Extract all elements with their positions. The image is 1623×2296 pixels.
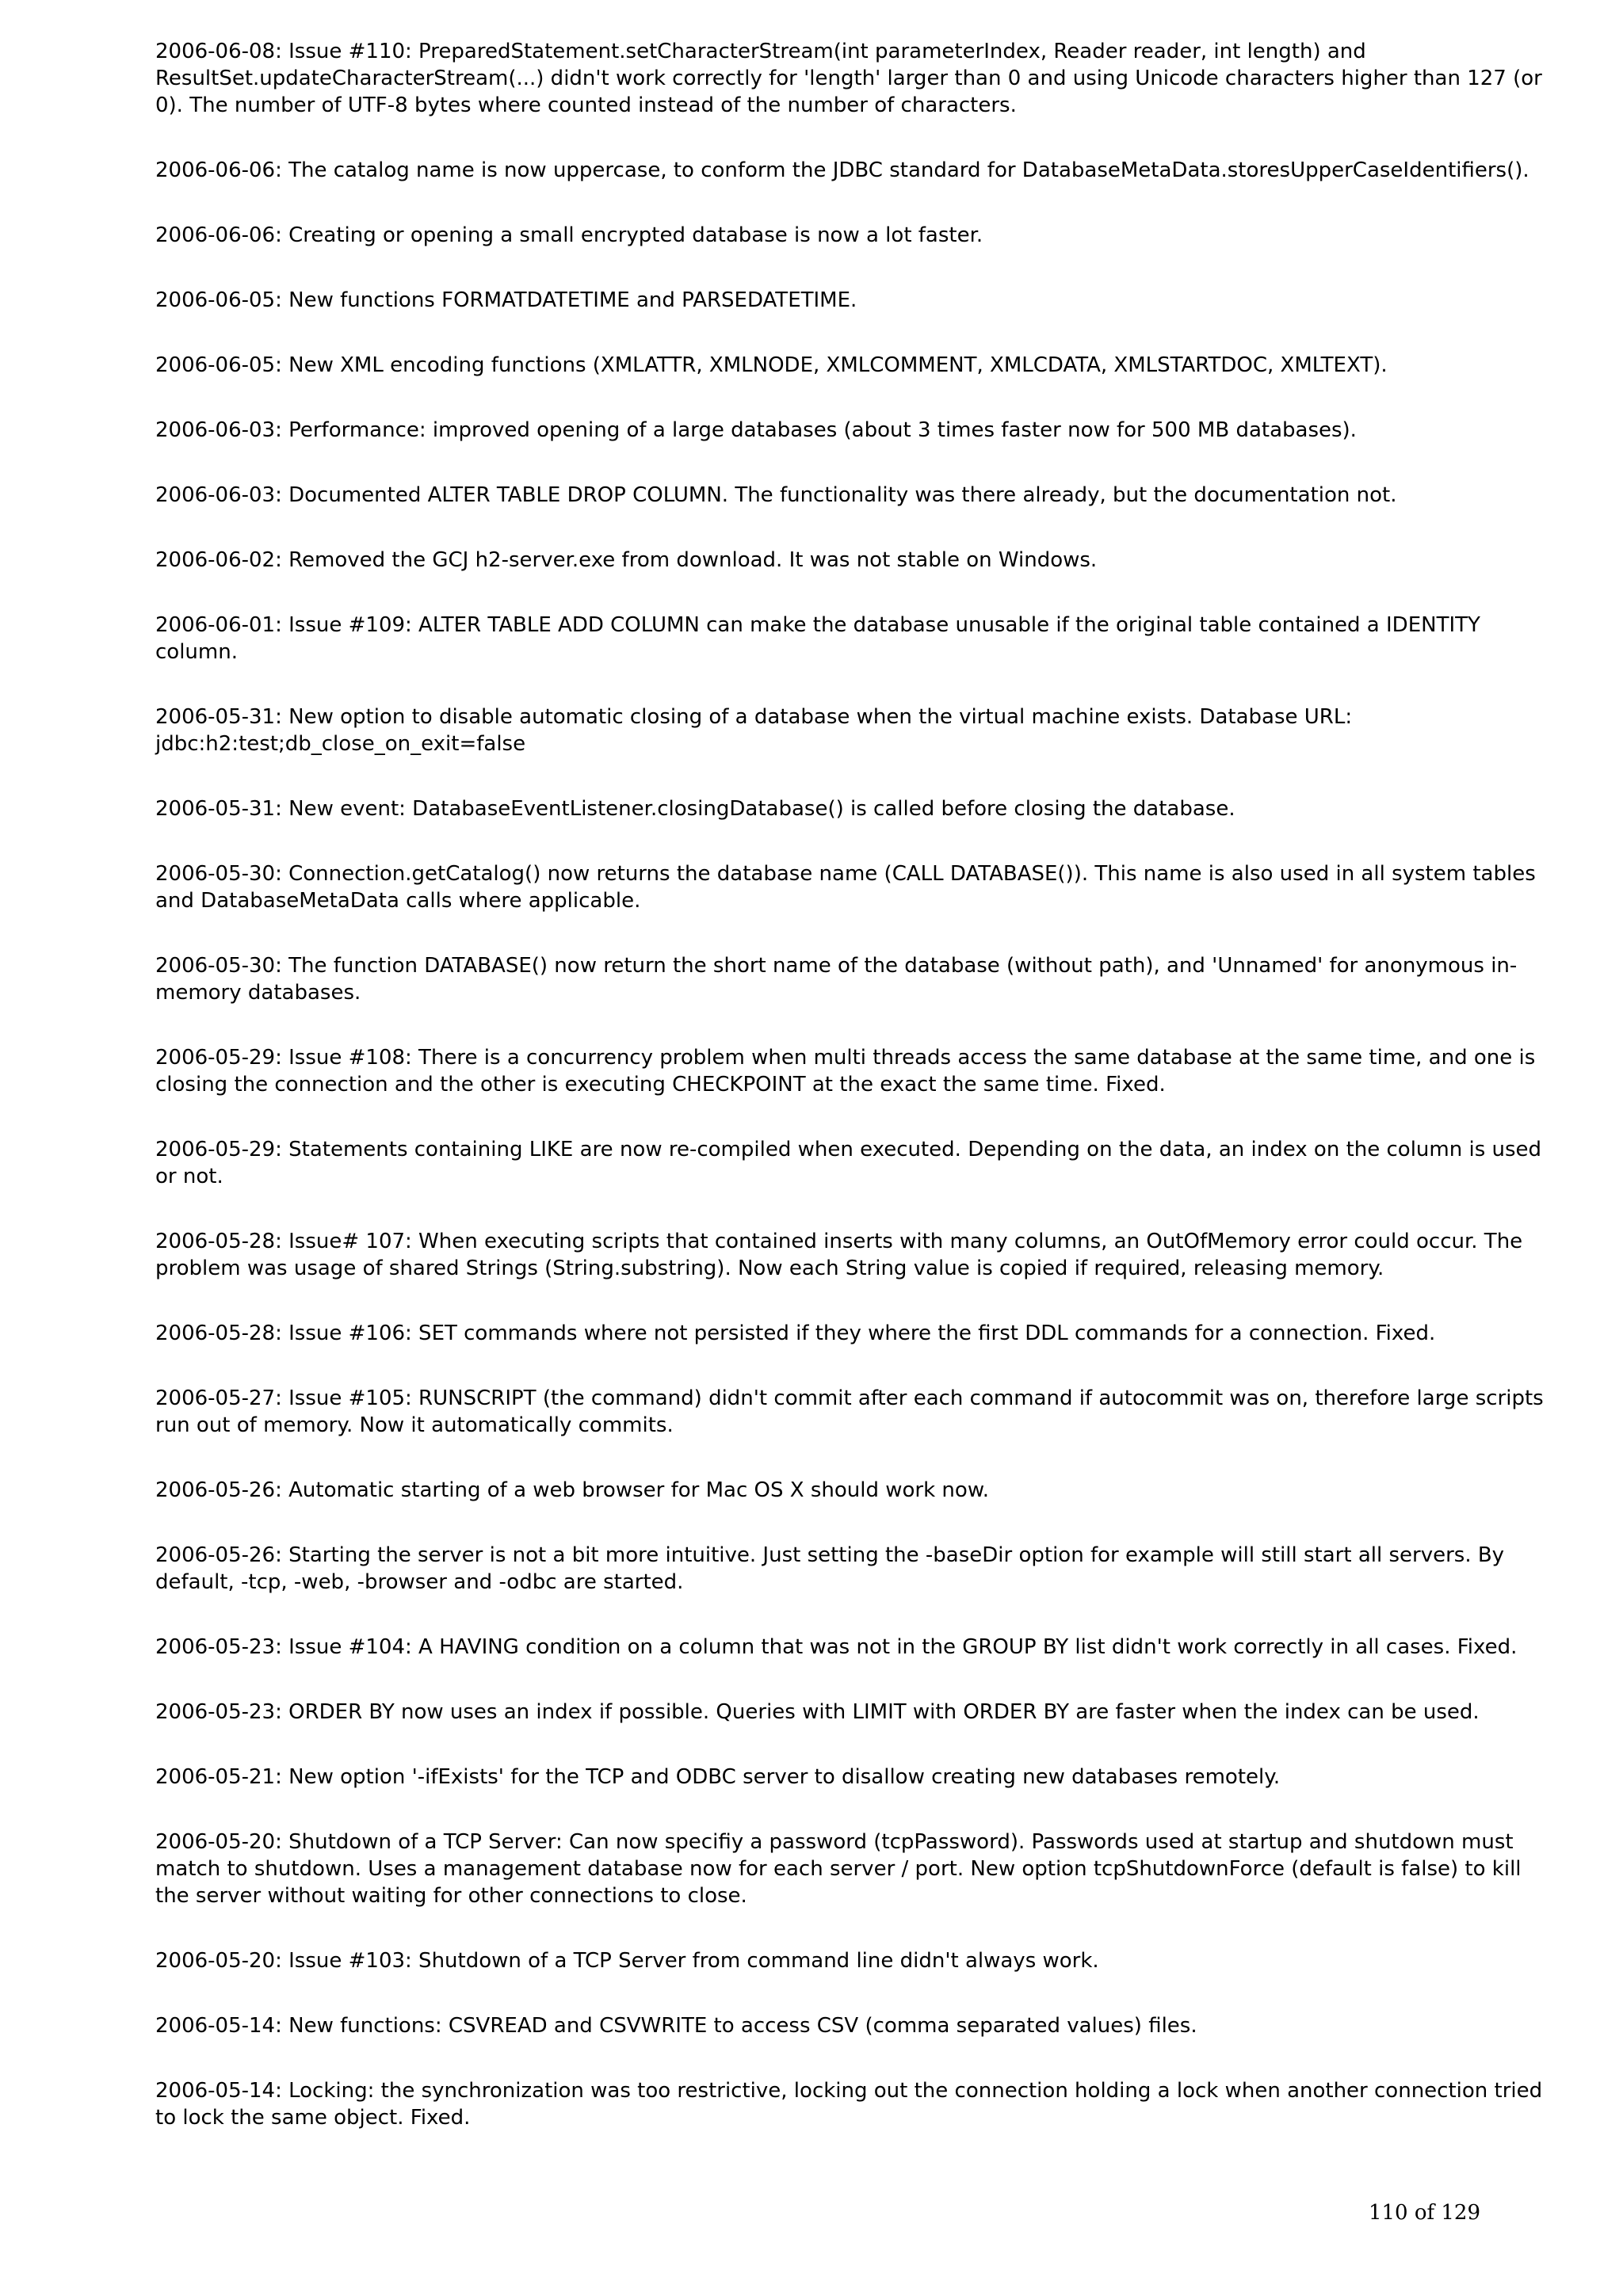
- changelog-entry: 2006-05-14: Locking: the synchronization was too restrictive, locking out the connection holding a lock when another connection tried to lock the same object. Fixed.: [155, 2079, 1543, 2130]
- changelog-entry: 2006-06-01: Issue #109: ALTER TABLE ADD COLUMN can make the database unusable if the original table contained a IDENTITY column.: [155, 613, 1480, 664]
- changelog-entry: 2006-05-28: Issue #106: SET commands where not persisted if they where the first DDL commands for a connection. Fixed.: [155, 1322, 1436, 1345]
- changelog-entry: 2006-05-23: ORDER BY now uses an index if possible. Queries with LIMIT with ORDER BY are faster when the index can be used.: [155, 1700, 1480, 1724]
- changelog-entry: 2006-06-03: Documented ALTER TABLE DROP COLUMN. The functionality was there already, but the documentation not.: [155, 483, 1397, 507]
- changelog-entry: 2006-05-14: New functions: CSVREAD and CSVWRITE to access CSV (comma separated values) files.: [155, 2014, 1197, 2038]
- changelog-entry: 2006-05-28: Issue# 107: When executing scripts that contained inserts with many columns, an OutOfMemory error could occur. The problem was usage of shared Strings (String.substring). Now each String value is copied if required, releasing memory.: [155, 1230, 1523, 1280]
- changelog-entry: 2006-05-27: Issue #105: RUNSCRIPT (the command) didn't commit after each command if autocommit was on, therefore large scripts run out of memory. Now it automatically commits.: [155, 1386, 1544, 1437]
- changelog-list: [155, 38, 1558, 2169]
- changelog-entry: 2006-06-06: The catalog name is now uppercase, to conform the JDBC standard for DatabaseMetaData.storesUpperCaseIdentifiers().: [155, 158, 1529, 182]
- changelog-entry: 2006-05-31: New event: DatabaseEventListener.closingDatabase() is called before closing the database.: [155, 797, 1235, 821]
- changelog-entry: 2006-05-31: New option to disable automatic closing of a database when the virtual machine exists. Database URL: jdbc:h2:test;db_close_on_exit=false: [155, 705, 1353, 756]
- changelog-entry: 2006-05-26: Automatic starting of a web browser for Mac OS X should work now.: [155, 1478, 989, 1502]
- changelog-entry: 2006-05-29: Issue #108: There is a concurrency problem when multi threads access the same database at the same time, and one is closing the connection and the other is executing CHECKPOINT at the exact the same time. Fixed.: [155, 1046, 1536, 1097]
- changelog-entry: 2006-06-05: New XML encoding functions (XMLATTR, XMLNODE, XMLCOMMENT, XMLCDATA, XMLSTARTDOC, XMLTEXT).: [155, 353, 1388, 377]
- changelog-entry: 2006-06-06: Creating or opening a small encrypted database is now a lot faster.: [155, 223, 983, 247]
- changelog-entry: 2006-05-26: Starting the server is not a bit more intuitive. Just setting the -baseDir option for example will still start all servers. By default, -tcp, -web, -browser and -odbc are started.: [155, 1543, 1505, 1594]
- page-number: 110 of 129: [1368, 2201, 1480, 2225]
- changelog-entry: 2006-05-30: The function DATABASE() now return the short name of the database (without path), and 'Unnamed' for anonymous in-memory databases.: [155, 954, 1518, 1005]
- changelog-entry: 2006-05-30: Connection.getCatalog() now returns the database name (CALL DATABASE()). This name is also used in all system tables and DatabaseMetaData calls where applicable.: [155, 862, 1536, 913]
- changelog-entry: 2006-05-21: New option '-ifExists' for the TCP and ODBC server to disallow creating new databases remotely.: [155, 1765, 1281, 1789]
- changelog-entry: 2006-06-03: Performance: improved opening of a large databases (about 3 times faster now for 500 MB databases).: [155, 418, 1357, 442]
- changelog-entry: 2006-06-05: New functions FORMATDATETIME and PARSEDATETIME.: [155, 288, 857, 312]
- changelog-entry: 2006-05-23: Issue #104: A HAVING condition on a column that was not in the GROUP BY list didn't work correctly in all cases. Fixed.: [155, 1635, 1518, 1659]
- changelog-entry: 2006-05-20: Shutdown of a TCP Server: Can now specifiy a password (tcpPassword). Passwords used at startup and shutdown must match to shutdown. Uses a management database now for each server / port. New option tcpShutdownForce (default is false) to kill the server without waiting for other connections to close.: [155, 1830, 1522, 1908]
- changelog-entry: 2006-06-02: Removed the GCJ h2-server.exe from download. It was not stable on Windows.: [155, 548, 1098, 572]
- changelog-entry: 2006-05-20: Issue #103: Shutdown of a TCP Server from command line didn't always work.: [155, 1949, 1099, 1973]
- changelog-entry: 2006-06-08: Issue #110: PreparedStatement.setCharacterStream(int parameterIndex, Reader reader, int length) and ResultSet.updateCharacterStream(...) didn't work correctly for 'length' larger than 0 and using Unicode characters higher than 127 (or 0). The number of UTF-8 bytes where counted instead of the number of characters.: [155, 40, 1542, 117]
- changelog-entry: 2006-05-29: Statements containing LIKE are now re-compiled when executed. Depending on the data, an index on the column is used or not.: [155, 1138, 1542, 1188]
